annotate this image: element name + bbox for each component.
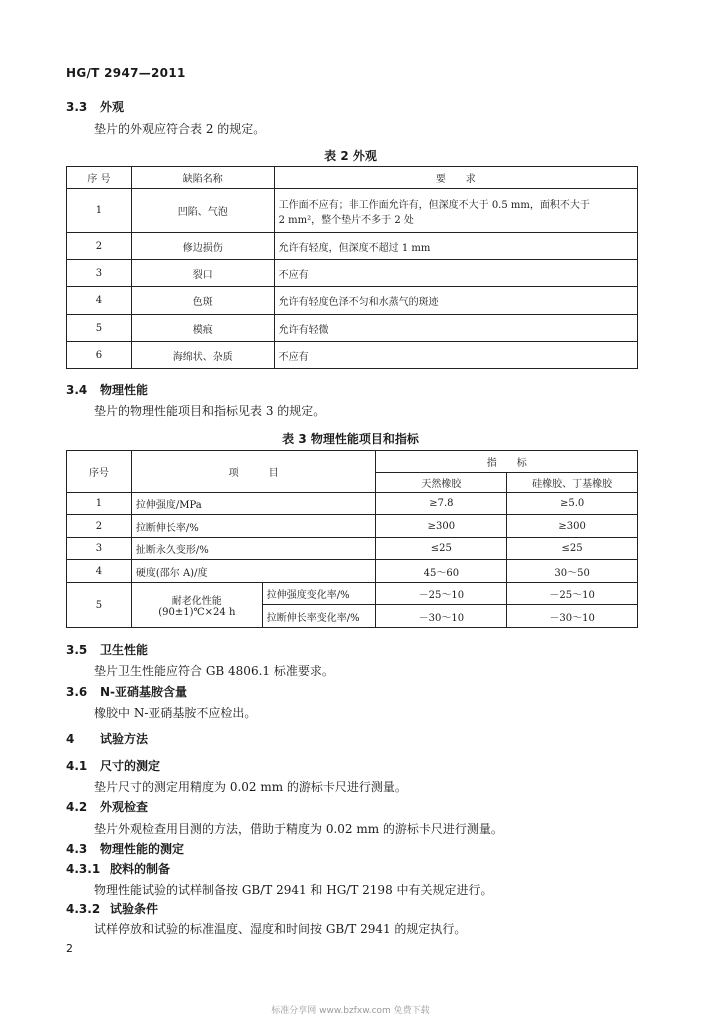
section-4-heading [66, 730, 148, 747]
requirement [274, 189, 637, 233]
row-no: 1 [67, 189, 132, 233]
section-3-3-body: 垫片的外观应符合表 2 的规定。 [94, 122, 266, 136]
table-row [67, 315, 638, 342]
section-4-3-2-body: 试样停放和试验的标准温度、湿度和时间按 GB/T 2941 的规定执行。 [94, 922, 467, 936]
table-3-header-row [67, 451, 638, 473]
table-row [67, 538, 638, 560]
section-number: 3.3 [66, 100, 88, 114]
table-3-caption: 表 3 物理性能项目和指标 [282, 432, 419, 446]
table-row [67, 583, 638, 605]
value-silicone-butyl: ≥5.0 [507, 493, 638, 515]
requirement-line: 2 mm²，整个垫片不多于 2 处 [278, 214, 414, 226]
section-3-5-body: 垫片卫生性能应符合 GB 4806.1 标准要求。 [94, 664, 334, 678]
footer-watermark: 标准分享网 www.bzfxw.com 免费下载 [271, 1006, 430, 1016]
section-title: N-亚硝基胺含量 [100, 685, 188, 699]
section-number: 3.5 [66, 643, 88, 657]
table-row [67, 260, 638, 287]
section-number: 3.4 [66, 383, 88, 397]
section-title: 试验条件 [110, 902, 159, 916]
section-4-2-heading [66, 798, 148, 815]
table-row [67, 560, 638, 583]
value-natural-rubber: －25～10 [376, 583, 507, 605]
section-number: 4 [66, 732, 75, 746]
value-natural-rubber: －30～10 [376, 605, 507, 628]
section-title: 外观 [100, 100, 125, 114]
section-title: 试验方法 [100, 732, 149, 746]
section-title: 外观检查 [100, 800, 149, 814]
section-title: 物理性能的测定 [100, 842, 185, 856]
row-no: 4 [67, 287, 132, 315]
table-row [67, 515, 638, 538]
table-row [67, 233, 638, 260]
table-3-header-index: 指 标 [376, 451, 638, 473]
table-2-appearance [66, 166, 638, 369]
row-no: 6 [67, 342, 132, 369]
section-4-1-body: 垫片尺寸的测定用精度为 0.02 mm 的游标卡尺进行测量。 [94, 780, 407, 794]
defect-name: 模痕 [131, 315, 274, 342]
table-row [67, 189, 638, 233]
value-natural-rubber: ≥300 [376, 515, 507, 538]
table-3-header-silicone-butyl: 硅橡胶、丁基橡胶 [507, 473, 638, 493]
table-2-header-defect: 缺陷名称 [131, 167, 274, 189]
section-4-3-heading [66, 840, 184, 857]
property-item: 拉断伸长率变化率/% [262, 605, 376, 628]
table-3-header-natural-rubber: 天然橡胶 [376, 473, 507, 493]
section-3-5-heading [66, 641, 148, 658]
section-title: 物理性能 [100, 383, 149, 397]
table-2-header-row [67, 167, 638, 189]
aging-group-label [131, 583, 262, 628]
defect-name: 裂口 [131, 260, 274, 287]
property-item: 拉断伸长率/% [131, 515, 376, 538]
aging-group-condition: (90±1)℃×24 h [158, 607, 236, 618]
aging-group-title: 耐老化性能 [171, 596, 222, 607]
row-no: 5 [67, 583, 132, 628]
value-silicone-butyl: ≥300 [507, 515, 638, 538]
defect-name: 色斑 [131, 287, 274, 315]
section-3-6-body: 橡胶中 N-亚硝基胺不应检出。 [94, 706, 257, 720]
table-3-header-item: 项 目 [131, 451, 376, 493]
value-silicone-butyl: 30～50 [507, 560, 638, 583]
section-number: 4.1 [66, 759, 88, 773]
requirement: 不应有 [274, 342, 637, 369]
row-no: 4 [67, 560, 132, 583]
section-number: 4.3 [66, 842, 88, 856]
row-no: 3 [67, 260, 132, 287]
row-no: 2 [67, 515, 132, 538]
property-item: 拉伸强度变化率/% [262, 583, 376, 605]
defect-name: 海绵状、杂质 [131, 342, 274, 369]
property-item: 硬度(邵尔 A)/度 [131, 560, 376, 583]
table-row [67, 342, 638, 369]
section-title: 卫生性能 [100, 643, 149, 657]
defect-name: 修边损伤 [131, 233, 274, 260]
property-item: 扯断永久变形/% [131, 538, 376, 560]
table-3-header-no: 序号 [67, 451, 132, 493]
requirement: 允许有轻度色泽不匀和水蒸气的斑迹 [274, 287, 637, 315]
requirement: 不应有 [274, 260, 637, 287]
value-natural-rubber: ≤25 [376, 538, 507, 560]
section-title: 尺寸的测定 [100, 759, 161, 773]
section-3-6-heading [66, 683, 187, 700]
defect-name: 凹陷、气泡 [131, 189, 274, 233]
requirement: 允许有轻度，但深度不超过 1 mm [274, 233, 637, 260]
section-4-2-body: 垫片外观检查用目测的方法，借助于精度为 0.02 mm 的游标卡尺进行测量。 [94, 822, 503, 836]
section-number: 4.3.1 [66, 862, 101, 876]
section-3-3-heading [66, 98, 124, 115]
table-row [67, 493, 638, 515]
table-row [67, 287, 638, 315]
requirement: 允许有轻微 [274, 315, 637, 342]
property-item: 拉伸强度/MPa [131, 493, 376, 515]
row-no: 3 [67, 538, 132, 560]
table-2-caption: 表 2 外观 [324, 149, 377, 163]
section-4-3-1-body: 物理性能试验的试样制备按 GB/T 2941 和 HG/T 2198 中有关规定进行。 [94, 883, 493, 897]
section-4-1-heading [66, 757, 160, 774]
section-3-4-heading [66, 381, 148, 398]
section-number: 4.2 [66, 800, 88, 814]
value-silicone-butyl: －25～10 [507, 583, 638, 605]
row-no: 2 [67, 233, 132, 260]
value-natural-rubber: 45～60 [376, 560, 507, 583]
section-title: 胶料的制备 [110, 862, 171, 876]
page-number: 2 [66, 942, 73, 955]
table-2-header-requirement: 要 求 [274, 167, 637, 189]
table-3-physical-properties [66, 450, 638, 628]
requirement-line: 工作面不应有；非工作面允许有，但深度不大于 0.5 mm，面积不大于 [278, 199, 590, 211]
value-natural-rubber: ≥7.8 [376, 493, 507, 515]
document-header: HG/T 2947—2011 [66, 66, 186, 80]
section-number: 3.6 [66, 685, 88, 699]
section-3-4-body: 垫片的物理性能项目和指标见表 3 的规定。 [94, 404, 326, 418]
section-number: 4.3.2 [66, 902, 101, 916]
section-4-3-1-heading [66, 860, 170, 877]
row-no: 1 [67, 493, 132, 515]
value-silicone-butyl: ≤25 [507, 538, 638, 560]
value-silicone-butyl: －30～10 [507, 605, 638, 628]
section-4-3-2-heading [66, 900, 158, 917]
row-no: 5 [67, 315, 132, 342]
table-2-header-no: 序 号 [67, 167, 132, 189]
